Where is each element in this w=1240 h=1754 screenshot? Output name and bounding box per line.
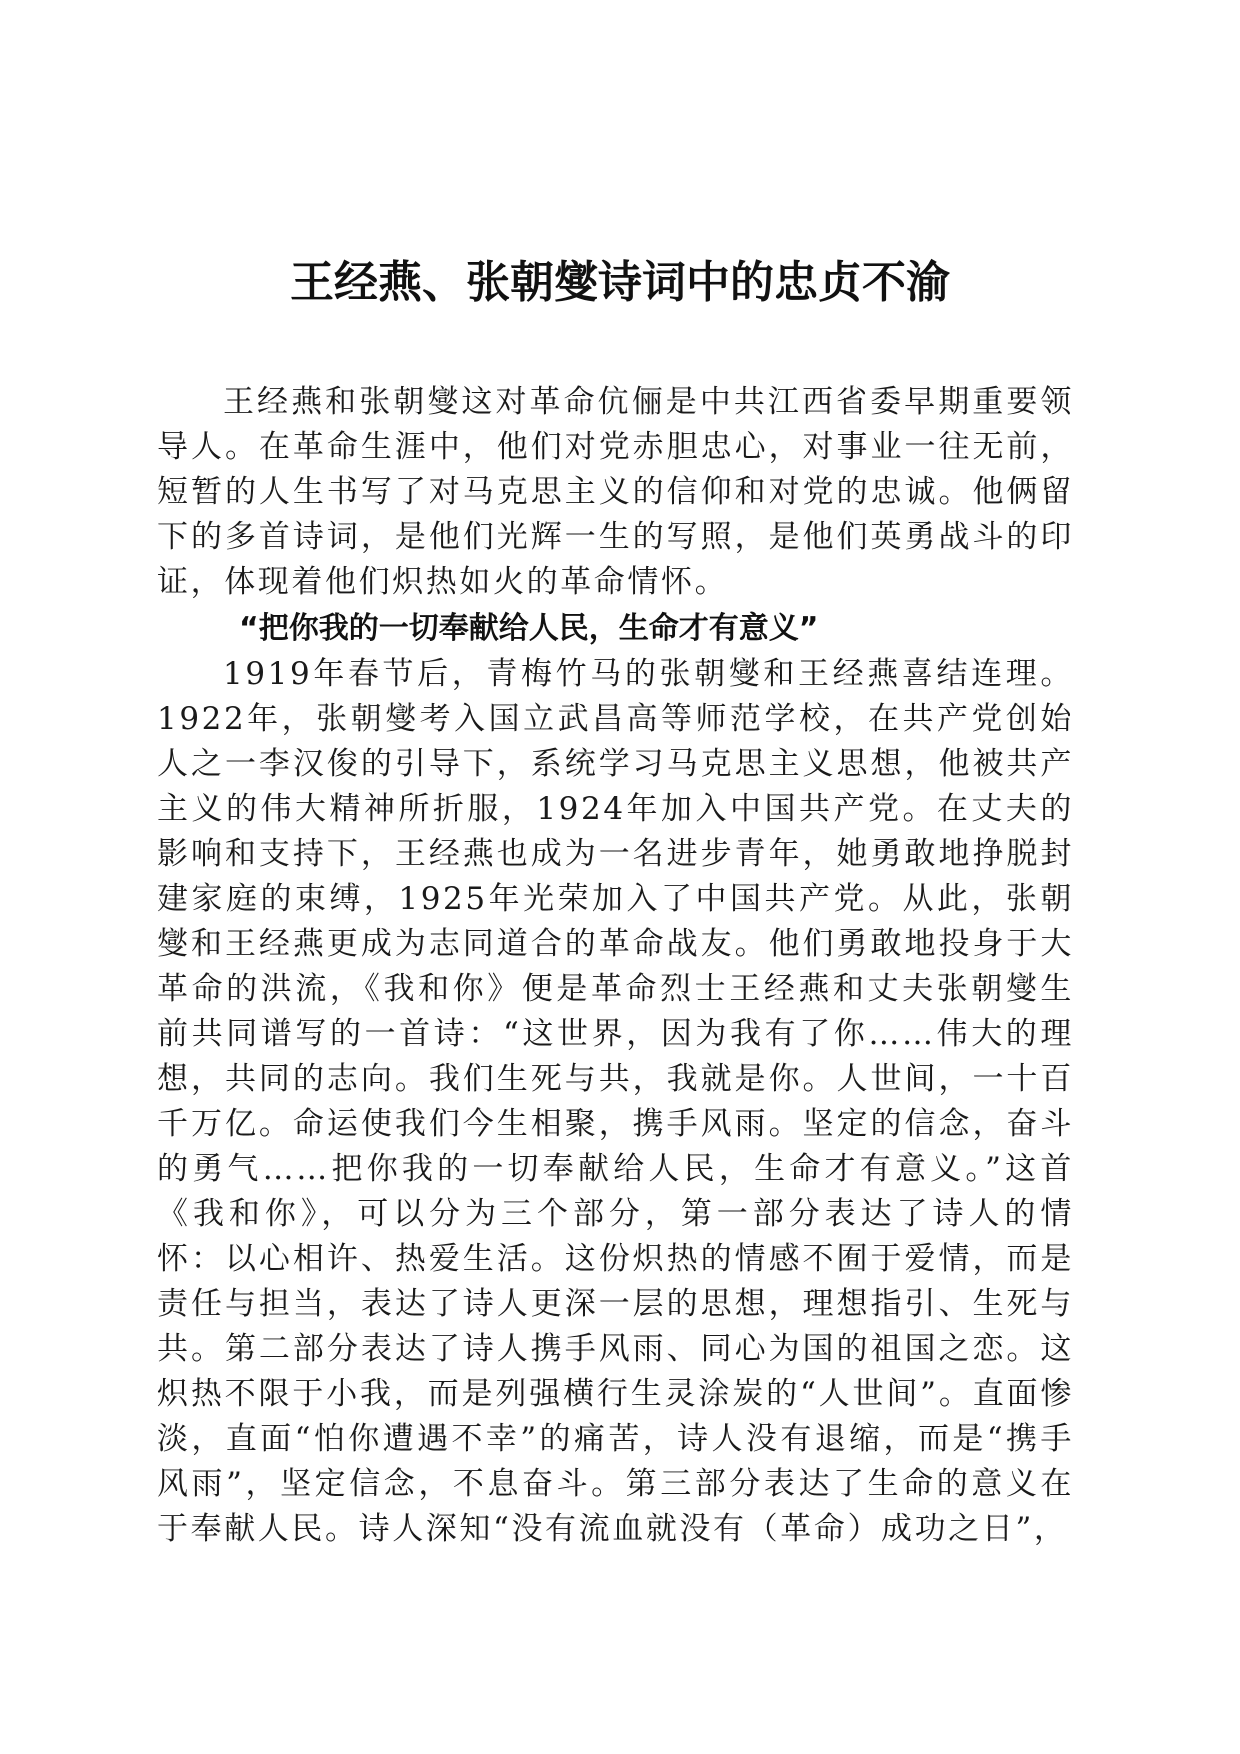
section-heading: “把你我的一切奉献给人民，生命才有意义” <box>239 611 819 646</box>
document-title: 王经燕、张朝燮诗词中的忠贞不渝 <box>290 257 950 308</box>
document-body <box>157 380 1074 1552</box>
body-paragraph: 1919年春节后，青梅竹马的张朝燮和王经燕喜结连理。1922年，张朝燮考入国立武昌高等师范学校，在共产党创始人之一李汉俊的引导下，系统学习马克思主义思想，他被共产主义的伟大精神所折服，1924年加入中国共产党。在丈夫的影响和支持下，王经燕也成为一名进步青年，她勇敢地挣脱封建家庭的束缚，1925年光荣加入了中国共产党。从此，张朝燮和王经燕更成为志同道合的革命战友。他们勇敢地投身于大革命的洪流，《我和你》便是革命烈士王经燕和丈夫张朝燮生前共同谱写的一首诗：“这世界，因为我有了你……伟大的理想，共同的志向。我们生死与共，我就是你。人世间，一十百千万亿。命运使我们今生相聚，携手风雨。坚定的信念，奋斗的勇气……把你我的一切奉献给人民，生命才有意义。”这首《我和你》，可以分为三个部分，第一部分表达了诗人的情怀：以心相许、热爱生活。这份炽热的情感不囿于爱情，而是责任与担当，表达了诗人更深一层的思想，理想指引、生死与共。第二部分表达了诗人携手风雨、同心为国的祖国之恋。这炽热不限于小我，而是列强横行生灵涂炭的“人世间”。直面惨淡，直面“怕你遭遇不幸”的痛苦，诗人没有退缩，而是“携手风雨”，坚定信念，不息奋斗。第三部分表达了生命的意义在于奉献人民。诗人深知“没有流血就没有（革命）成功之日”， <box>157 656 1074 1547</box>
intro-paragraph: 王经燕和张朝燮这对革命伉俪是中共江西省委早期重要领导人。在革命生涯中，他们对党赤胆忠心，对事业一往无前，短暂的人生书写了对马克思主义的信仰和对党的忠诚。他俩留下的多首诗词，是他们光辉一生的写照，是他们英勇战斗的印证，体现着他们炽热如火的革命情怀。 <box>157 384 1074 600</box>
